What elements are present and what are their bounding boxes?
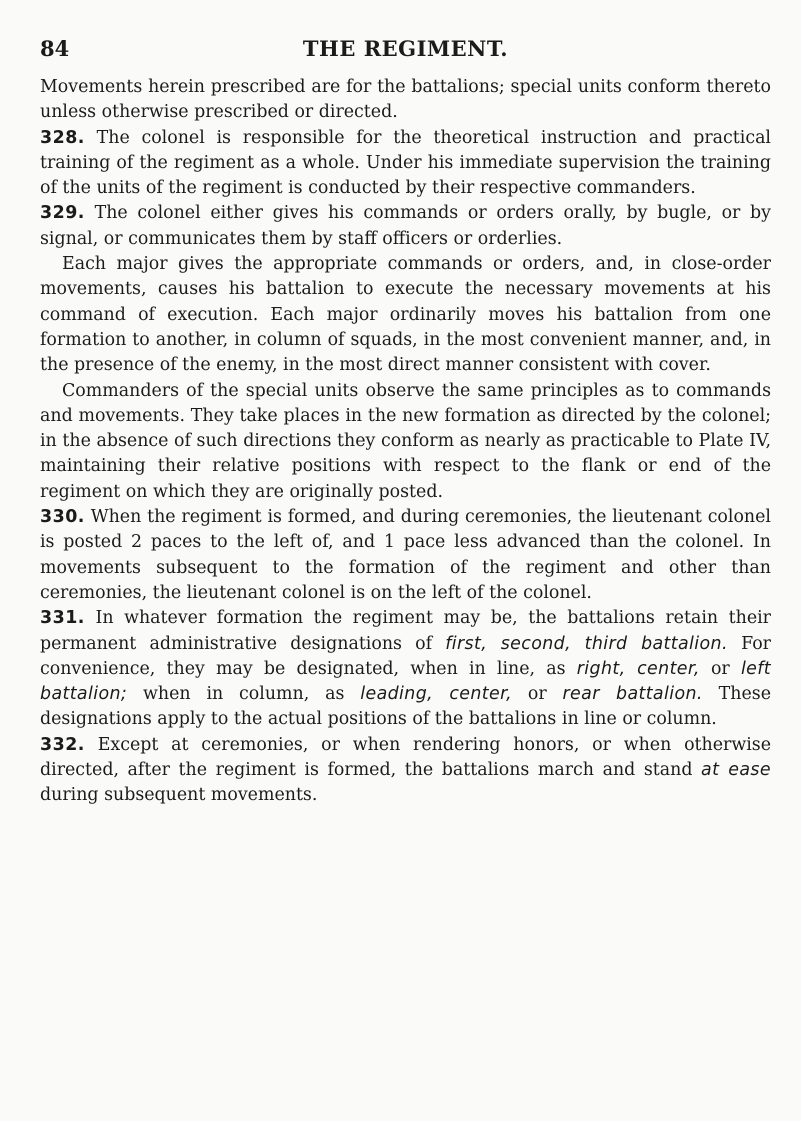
section-text: These designations apply to the actual positions of the battalions in line or column. [40, 684, 771, 730]
paragraph-text: Each major gives the appropriate commands or orders, and, in close-order movements, causes his battalion to execute the necessary movements at his command of execution. Each major ordinarily moves his battalion from one formation to another, in column of squads, in the most convenient manner, and, in the presence of the enemy, in the most direct manner consistent with cover. [40, 254, 771, 376]
section-number: 330. [40, 507, 85, 528]
section-number: 329. [40, 203, 85, 224]
italic-term: left battalion; [40, 658, 772, 705]
running-head: THE REGIMENT. [302, 36, 509, 61]
italic-term: at ease [701, 760, 771, 781]
section-331 [40, 606, 771, 732]
section-text: The colonel is responsible for the theoretical instruction and practical training of the regiment as a whole. Under his immediate supervision the training of the units of the regiment is conducted by their respective commanders. [40, 127, 771, 199]
page-body [40, 75, 771, 809]
section-number: 328. [40, 127, 85, 148]
section-329 [40, 201, 771, 252]
paragraph-text: Commanders of the special units observe the same principles as to commands and movements. They take places in the new formation as directed by the colonel; in the absence of such directions they conform as nearly as practicable to Plate IV, maintaining their relative positions with respect to the flank or end of the regiment on which they are originally posted. [40, 380, 771, 502]
page-header [40, 30, 771, 70]
paragraph-major [40, 252, 771, 378]
paragraph-text: Movements herein prescribed are for the battalions; special units conform thereto unless otherwise prescribed or directed. [40, 77, 771, 123]
section-text: when in column, as [127, 684, 361, 705]
italic-term: right, center, [576, 658, 700, 679]
section-text: during subsequent movements. [40, 785, 318, 806]
italic-term: leading, center, [360, 684, 513, 705]
italic-term: rear battalion. [562, 684, 703, 705]
section-text: For convenience, they may be designated, when in line, as [40, 633, 771, 679]
section-332 [40, 733, 771, 809]
italic-term: first, second, third battalion. [445, 633, 728, 654]
paragraph-intro [40, 75, 771, 126]
section-text: or [512, 684, 563, 705]
section-number: 331. [40, 608, 85, 629]
section-text: When the regiment is formed, and during ceremonies, the lieutenant colonel is posted 2 paces to the left of, and 1 pace less advanced than the colonel. In movements subsequent to the formation of the regiment and other than ceremonies, the lieutenant colonel is on the left of the colonel. [40, 507, 771, 603]
section-text: The colonel either gives his commands or orders orally, by bugle, or by signal, or communicates them by staff officers or orderlies. [40, 203, 771, 249]
paragraph-commanders [40, 379, 771, 505]
section-text: In whatever formation the regiment may be, the battalions retain their permanent administrative designations of [40, 608, 771, 654]
section-text: or [699, 658, 741, 679]
section-328 [40, 126, 771, 202]
page-number: 84 [40, 36, 70, 61]
section-text: Except at ceremonies, or when rendering honors, or when otherwise directed, after the regiment is formed, the battalions march and stand [40, 734, 771, 781]
section-number: 332. [40, 734, 85, 755]
section-330 [40, 505, 771, 606]
